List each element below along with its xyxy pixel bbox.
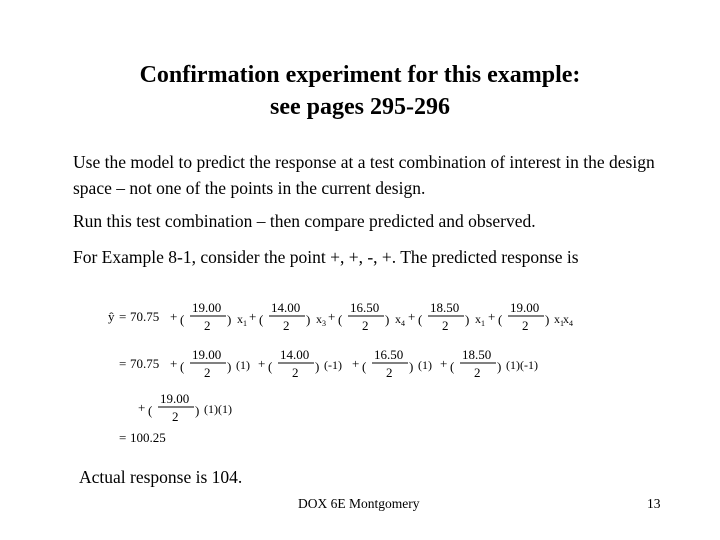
svg-text:4: 4 (569, 319, 573, 328)
eq-coef-2: 14.00 (271, 300, 301, 315)
paragraph-run-test: Run this test combination – then compare predicted and observed. (73, 211, 536, 231)
svg-text:): ) (409, 359, 414, 374)
svg-text:19.00: 19.00 (160, 391, 190, 406)
svg-text:2: 2 (386, 365, 393, 380)
svg-text:2: 2 (292, 365, 299, 380)
svg-text:2: 2 (442, 318, 449, 333)
eq-coef-1: 19.00 (192, 300, 222, 315)
eq-intercept: 70.75 (130, 309, 160, 324)
svg-text:1: 1 (243, 319, 247, 328)
svg-text:+: + (408, 309, 416, 324)
svg-text:19.00: 19.00 (192, 347, 222, 362)
eq-term-x1x2: x (475, 312, 481, 326)
svg-text:(: ( (180, 312, 185, 327)
svg-text:4: 4 (401, 319, 405, 328)
svg-text:(: ( (259, 312, 264, 327)
svg-text:): ) (497, 359, 502, 374)
eq-coef-5: 19.00 (510, 300, 540, 315)
eq-factor-5: (1)(1) (204, 402, 232, 416)
svg-text:): ) (227, 312, 232, 327)
svg-text:1: 1 (560, 319, 564, 328)
svg-text:3: 3 (322, 319, 326, 328)
svg-text:x: x (563, 312, 569, 326)
svg-text:(: ( (498, 312, 503, 327)
svg-text:18.50: 18.50 (462, 347, 492, 362)
svg-text:+: + (170, 356, 178, 371)
svg-text:(: ( (148, 403, 153, 418)
svg-text:(: ( (450, 359, 455, 374)
svg-text:+: + (328, 309, 336, 324)
svg-text:+: + (488, 309, 496, 324)
svg-text:=: = (119, 356, 127, 371)
actual-response: Actual response is 104. (79, 467, 243, 487)
svg-text:(: ( (418, 312, 423, 327)
svg-text:14.00: 14.00 (280, 347, 310, 362)
svg-text:): ) (195, 403, 200, 418)
svg-text:): ) (465, 312, 470, 327)
eq-result: 100.25 (130, 430, 166, 445)
svg-text:2: 2 (172, 409, 179, 424)
footer-text: DOX 6E Montgomery (298, 496, 420, 511)
svg-text:+: + (352, 356, 360, 371)
svg-text:(: ( (338, 312, 343, 327)
eq-coef-3: 16.50 (350, 300, 380, 315)
svg-text:): ) (315, 359, 320, 374)
eq-yhat: ŷ (108, 309, 115, 324)
svg-text:1: 1 (481, 319, 485, 328)
prediction-equation (108, 288, 573, 448)
svg-text:2: 2 (474, 365, 481, 380)
eq-factor-2: (-1) (324, 358, 342, 372)
svg-text:+: + (258, 356, 266, 371)
slide-title-line2: see pages 295-296 (270, 94, 450, 120)
svg-text:): ) (306, 312, 311, 327)
svg-text:+: + (138, 400, 146, 415)
eq-equals: = (119, 309, 127, 324)
eq-term-x1x4: x (554, 312, 560, 326)
svg-text:2: 2 (204, 365, 211, 380)
svg-text:(: ( (180, 359, 185, 374)
svg-text:(: ( (362, 359, 367, 374)
eq-term-x3: x (316, 312, 322, 326)
eq-divisor: 2 (204, 318, 211, 333)
svg-text:70.75: 70.75 (130, 356, 160, 371)
eq-factor-3: (1) (418, 358, 432, 372)
eq-factor-1: (1) (236, 358, 250, 372)
eq-term-x1: x (237, 312, 243, 326)
paragraph-example: For Example 8-1, consider the point +, +, -, +. The predicted response is (73, 247, 579, 267)
slide-title-line1: Confirmation experiment for this example: (139, 62, 581, 88)
svg-text:+: + (249, 309, 257, 324)
svg-text:2: 2 (362, 318, 369, 333)
svg-text:16.50: 16.50 (374, 347, 404, 362)
svg-text:): ) (545, 312, 550, 327)
eq-term-x4: x (395, 312, 401, 326)
paragraph-model-prediction: Use the model to predict the response at a test combination of interest in the design space – not one of the points in the current design. (73, 152, 655, 198)
svg-text:): ) (385, 312, 390, 327)
svg-text:2: 2 (522, 318, 529, 333)
svg-text:+: + (440, 356, 448, 371)
svg-text:2: 2 (283, 318, 290, 333)
eq-coef-4: 18.50 (430, 300, 460, 315)
svg-text:): ) (227, 359, 232, 374)
svg-text:(: ( (268, 359, 273, 374)
page-number: 13 (647, 496, 661, 511)
svg-text:=: = (119, 430, 127, 445)
eq-plus: + (170, 309, 178, 324)
eq-factor-4: (1)(-1) (506, 358, 538, 372)
